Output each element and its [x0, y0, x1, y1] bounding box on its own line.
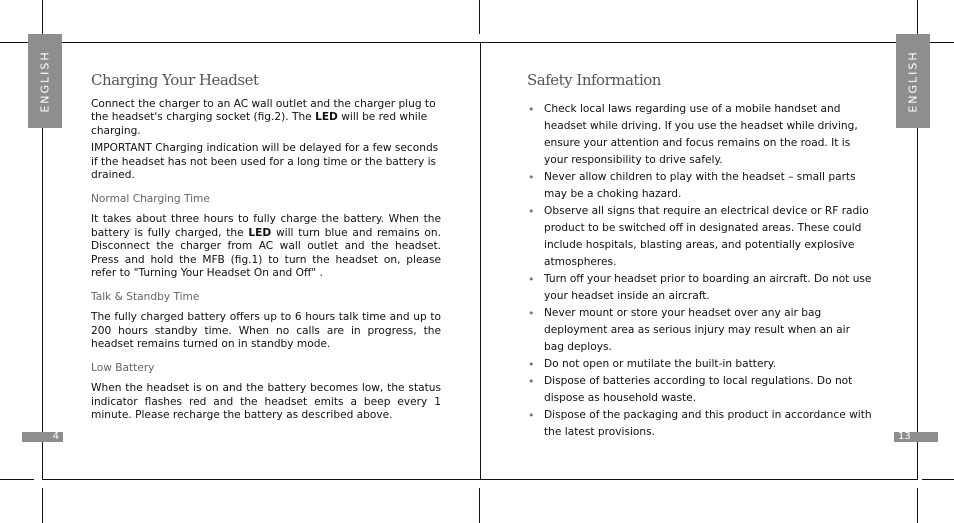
language-tab-label: ENGLISH [906, 49, 920, 113]
section-heading: Low Battery [91, 361, 155, 374]
bullet-icon: • [528, 272, 535, 286]
list-item [527, 101, 873, 169]
list-item [527, 373, 873, 407]
crop-mark [922, 479, 954, 480]
bullet-icon: • [528, 357, 535, 371]
section-body-text-end: will turn blue and remains on. Disconnect the charger from AC wall outlet and the headset. Press and hold the MFB (fig.1) to turn the headset on, please refer to "Turning Your Headset On and Off" . [91, 226, 441, 279]
section-body [91, 213, 441, 281]
crop-mark [479, 0, 480, 34]
page-title: Safety Information [527, 71, 661, 89]
right-page-content [527, 71, 873, 441]
list-item [527, 271, 873, 305]
crop-mark [0, 479, 34, 480]
page-number-right: 13 [894, 432, 938, 442]
list-item [527, 169, 873, 203]
safety-list [527, 101, 873, 441]
crop-mark [42, 0, 43, 34]
led-term: LED [315, 111, 338, 123]
list-item [527, 203, 873, 271]
left-page-content [91, 71, 441, 423]
section-heading: Normal Charging Time [91, 192, 210, 205]
page-number-left: 4 [22, 432, 63, 442]
section-heading: Talk & Standby Time [91, 290, 200, 303]
page-divider [480, 42, 481, 480]
list-item [527, 305, 873, 356]
bullet-icon: • [528, 170, 535, 184]
led-term: LED [248, 226, 272, 239]
crop-mark [42, 488, 43, 523]
list-item [527, 356, 873, 373]
section-body: The fully charged battery offers up to 6 hours talk time and up to 200 hours standby time. When no calls are in progress, the headset remains turned on in standby mode. [91, 311, 441, 350]
bullet-icon: • [528, 204, 535, 218]
language-tab-left [28, 34, 62, 128]
bullet-icon: • [528, 408, 535, 422]
section-body: When the headset is on and the battery becomes low, the status indicator flashes red and the headset emits a beep every 1 minute. Please recharge the battery as described above. [91, 382, 441, 421]
bullet-icon: • [528, 102, 535, 116]
section-body-text: It takes about three hours to fully charge the battery. When the battery is fully charged, the [91, 213, 441, 239]
language-tab-right [896, 34, 930, 128]
list-item [527, 407, 873, 441]
crop-mark [917, 488, 918, 523]
list-item-text: Never allow children to play with the headset – small parts may be a choking hazard. [544, 170, 856, 200]
intro-text: Connect the charger to an AC wall outlet and the charger plug to the headset's charging socket (fig.2). The [91, 97, 436, 123]
intro-paragraph [91, 98, 441, 139]
bullet-icon: • [528, 374, 535, 388]
page-title: Charging Your Headset [91, 71, 259, 89]
list-item-text: Do not open or mutilate the built-in battery. [544, 357, 776, 370]
crop-mark [479, 488, 480, 523]
crop-mark [917, 0, 918, 34]
list-item-text: Turn off your headset prior to boarding an aircraft. Do not use your headset inside an aircraft. [544, 272, 872, 302]
list-item-text: Observe all signs that require an electrical device or RF radio product to be switched off in designated areas. These could include hospitals, blasting areas, and potentially explosive atmospheres. [544, 204, 869, 268]
list-item-text: Dispose of the packaging and this product in accordance with the latest provisions. [544, 408, 872, 438]
intro-text-end: will be red while charging. [91, 111, 428, 137]
important-note: IMPORTANT Charging indication will be delayed for a few seconds if the headset has not been used for a long time or the battery is drained. [91, 142, 439, 181]
bullet-icon: • [528, 306, 535, 320]
language-tab-label: ENGLISH [38, 49, 52, 113]
list-item-text: Never mount or store your headset over any air bag deployment area as serious injury may result when an air bag deploys. [544, 306, 850, 353]
list-item-text: Check local laws regarding use of a mobile handset and headset while driving. If you use the headset while driving, ensure your attention and focus remains on the road. It is your responsibility to drive safely. [544, 102, 858, 166]
list-item-text: Dispose of batteries according to local regulations. Do not dispose as household waste. [544, 374, 853, 404]
